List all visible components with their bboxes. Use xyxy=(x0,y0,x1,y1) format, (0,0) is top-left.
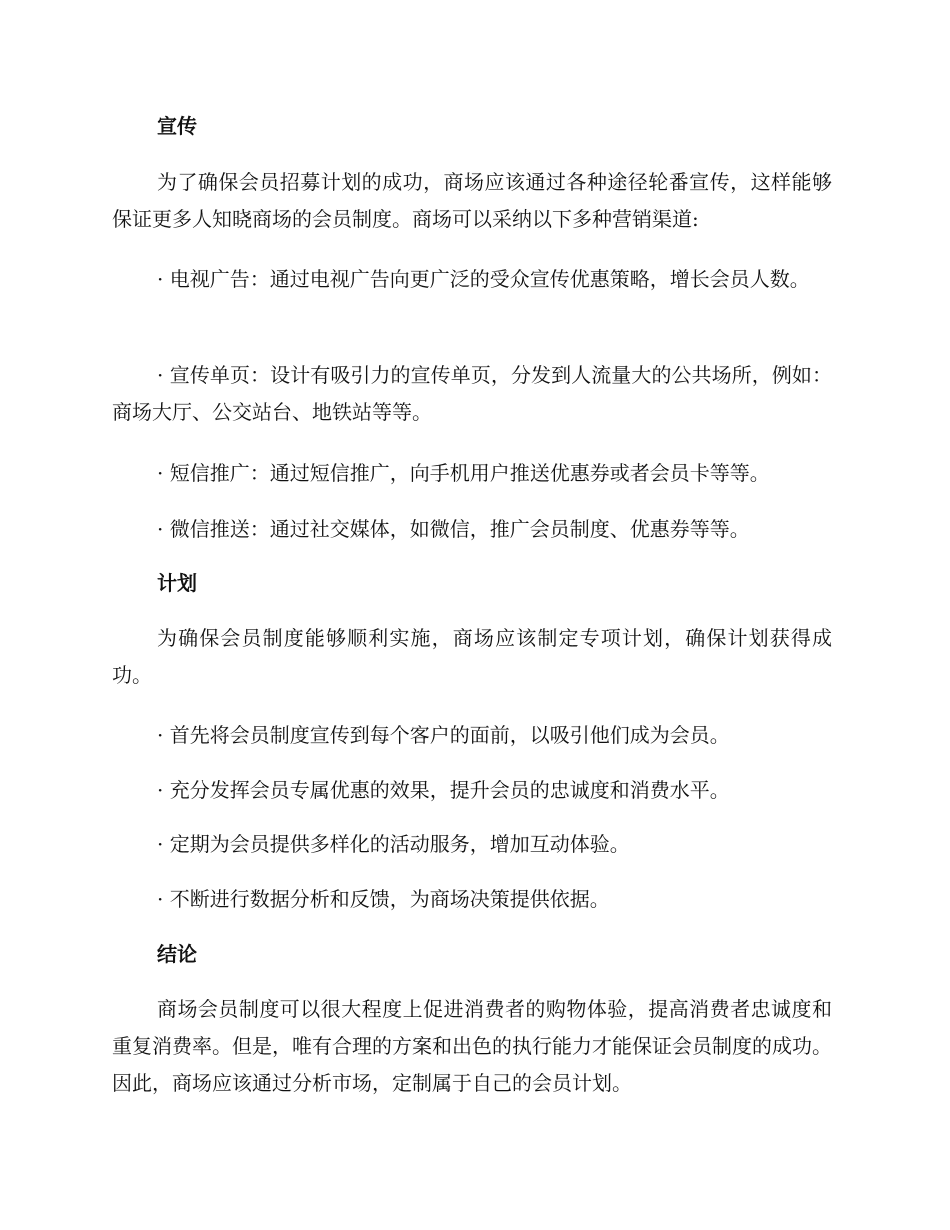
paragraph: 商场会员制度可以很大程度上促进消费者的购物体验，提高消费者忠诚度和重复消费率。但是，唯有合理的方案和出色的执行能力才能保证会员制度的成功。因此，商场应该通过分析市场，定制属于自己的会员计划。 xyxy=(112,997,832,1095)
section-heading-conclusion: 结论 xyxy=(157,942,197,966)
bullet-item: · 宣传单页：设计有吸引力的宣传单页，分发到人流量大的公共场所，例如：商场大厅、公交站台、地铁站等等。 xyxy=(112,363,832,424)
paragraph: 为确保会员制度能够顺利实施，商场应该制定专项计划，确保计划获得成功。 xyxy=(112,626,832,687)
bullet-item: · 定期为会员提供多样化的活动服务，增加互动体验。 xyxy=(157,832,630,856)
bullet-item: · 充分发挥会员专属优惠的效果，提升会员的忠诚度和消费水平。 xyxy=(157,778,730,802)
bullet-item: · 电视广告：通过电视广告向更广泛的受众宣传优惠策略，增长会员人数。 xyxy=(157,267,810,291)
bullet-item: · 不断进行数据分析和反馈，为商场决策提供依据。 xyxy=(157,887,610,911)
bullet-item: · 短信推广：通过短信推广，向手机用户推送优惠券或者会员卡等等。 xyxy=(157,461,770,485)
bullet-item: · 首先将会员制度宣传到每个客户的面前，以吸引他们成为会员。 xyxy=(157,723,730,747)
paragraph: 为了确保会员招募计划的成功，商场应该通过各种途径轮番宣传，这样能够保证更多人知晓商场的会员制度。商场可以采纳以下多种营销渠道: xyxy=(112,170,832,231)
bullet-item: · 微信推送：通过社交媒体，如微信，推广会员制度、优惠券等等。 xyxy=(157,517,750,541)
section-heading-promotion: 宣传 xyxy=(157,114,197,138)
section-heading-plan: 计划 xyxy=(157,571,197,595)
